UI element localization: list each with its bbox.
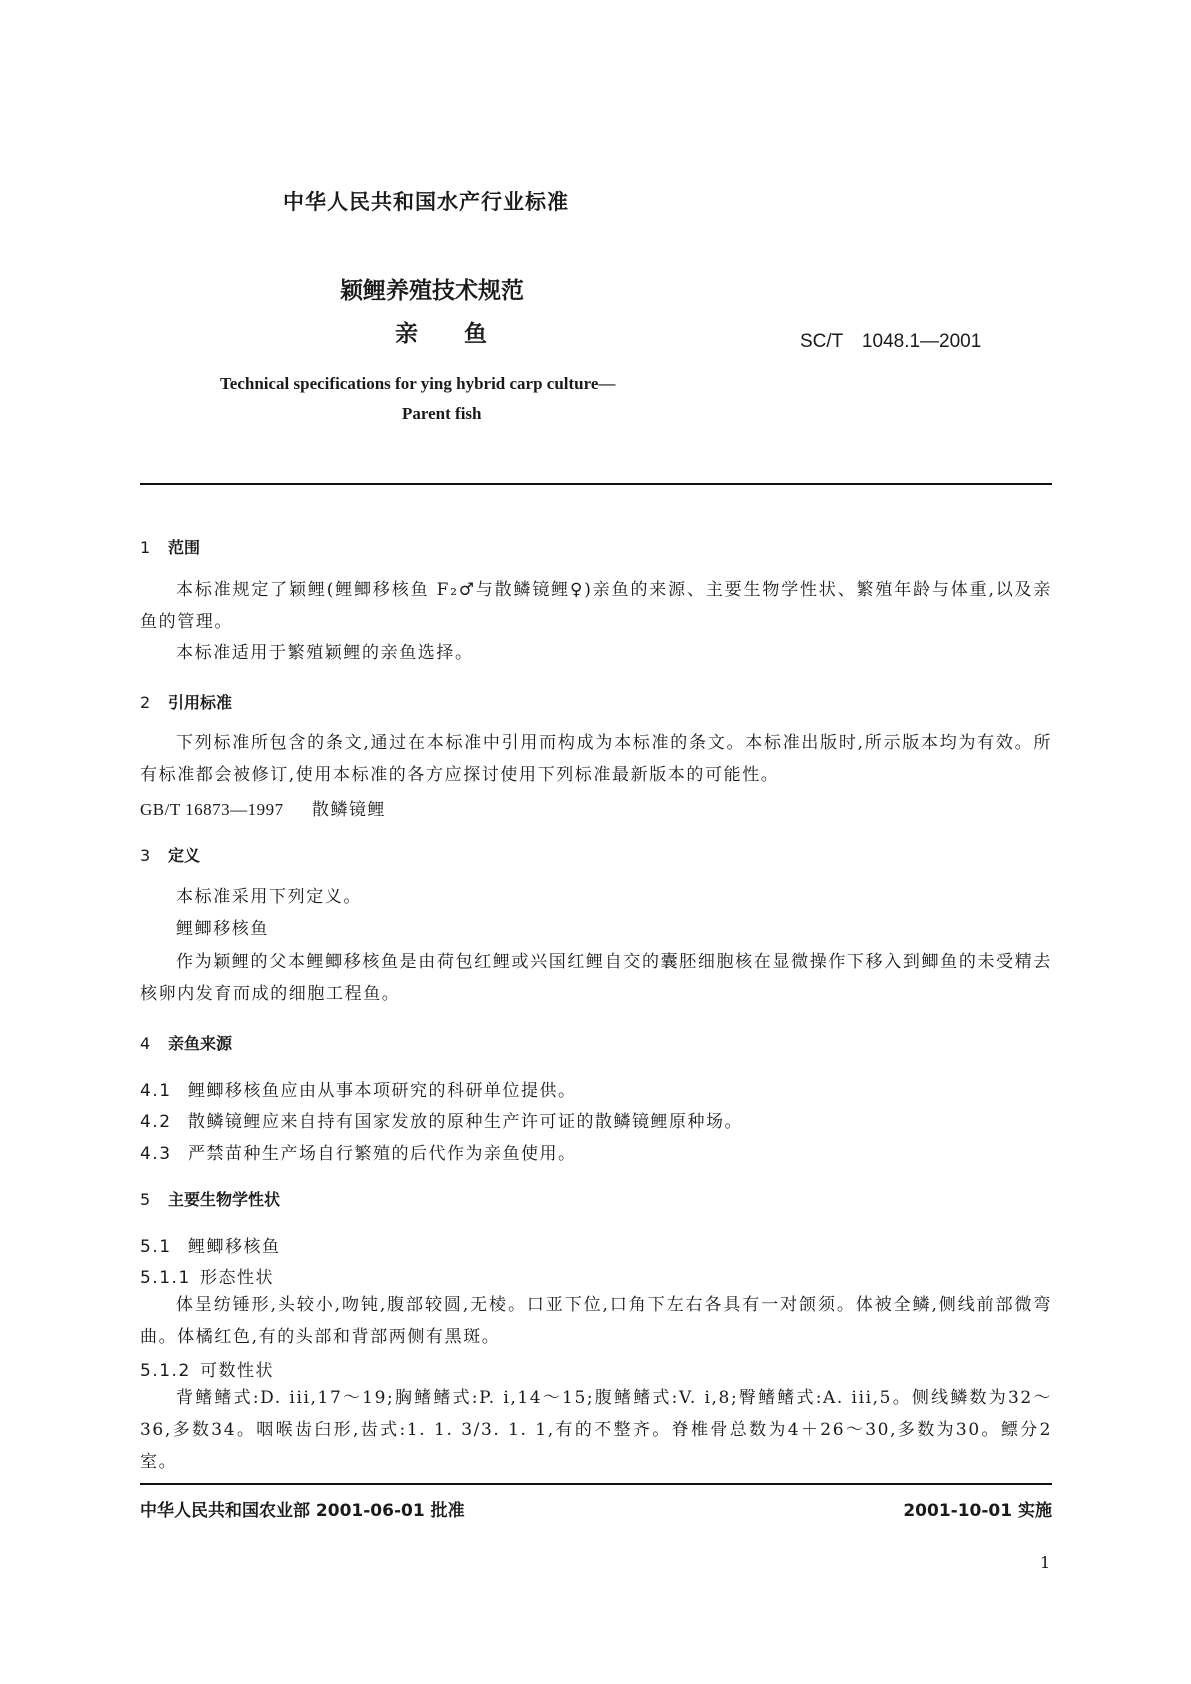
section-number: 2 (140, 693, 151, 712)
clause-number: 4.2 (140, 1112, 172, 1132)
section-title: 主要生物学性状 (168, 1190, 281, 1209)
standard-header: 中华人民共和国水产行业标准 (283, 190, 569, 214)
approval-date: 中华人民共和国农业部 2001-06-01 批准 (140, 1501, 465, 1521)
clause-number: 4.1 (140, 1081, 172, 1101)
clause-title: 鲤鲫移核鱼 (188, 1237, 281, 1257)
doc-title: 颖鲤养殖技术规范 (340, 278, 524, 304)
section-1-heading (140, 535, 200, 558)
clause-4-1 (140, 1076, 577, 1101)
section-5-heading (140, 1187, 280, 1210)
section-title: 定义 (168, 846, 201, 865)
footer-rule (140, 1483, 1052, 1485)
doc-subtitle: 亲 鱼 (395, 321, 487, 347)
clause-text: 鲤鲫移核鱼应由从事本项研究的科研单位提供。 (188, 1081, 577, 1101)
clause-4-3 (140, 1139, 577, 1164)
section-number: 4 (140, 1034, 151, 1053)
clause-number: 5.1.1 (140, 1268, 191, 1288)
clause-text: 严禁苗种生产场自行繁殖的后代作为亲鱼使用。 (188, 1144, 577, 1164)
reference-entry (140, 795, 386, 820)
standard-code: SC/T 1048.1—2001 (800, 331, 982, 352)
clause-5-1-1 (140, 1263, 274, 1288)
clause-title: 形态性状 (200, 1268, 274, 1288)
clause-5-1 (140, 1232, 281, 1257)
section-number: 3 (140, 846, 151, 865)
paragraph: 本标准规定了颖鲤(鲤鲫移核鱼 F₂♂与散鳞镜鲤♀)亲鱼的来源、主要生物学性状、繁殖年龄与体重,以及亲鱼的管理。 (140, 580, 1052, 632)
paragraph: 本标准采用下列定义。 (176, 887, 362, 907)
section-4-heading (140, 1031, 232, 1054)
clause-title: 可数性状 (200, 1361, 274, 1381)
english-title: Technical specifications for ying hybrid carp culture— (220, 374, 616, 393)
section-number: 1 (140, 538, 151, 557)
clause-text: 散鳞镜鲤应来自持有国家发放的原种生产许可证的散鳞镜鲤原种场。 (188, 1112, 743, 1132)
clause-number: 4.3 (140, 1144, 172, 1164)
english-subtitle: Parent fish (402, 404, 482, 423)
clause-5-1-2 (140, 1356, 274, 1381)
section-title: 范围 (168, 538, 201, 557)
section-title: 引用标准 (168, 693, 233, 712)
clause-4-2 (140, 1107, 743, 1132)
reference-title: 散鳞镜鲤 (312, 800, 386, 820)
paragraph: 下列标准所包含的条文,通过在本标准中引用而构成为本标准的条文。本标准出版时,所示版本均为有效。所有标准都会被修订,使用本标准的各方应探讨使用下列标准最新版本的可能性。 (140, 733, 1052, 785)
clause-number: 5.1 (140, 1237, 172, 1257)
section-title: 亲鱼来源 (168, 1034, 233, 1053)
defined-term: 鲤鲫移核鱼 (176, 919, 269, 939)
paragraph: 背鳍鳍式:D. iii,17～19;胸鳍鳍式:P. i,14～15;腹鳍鳍式:V. i,8;臀鳍鳍式:A. iii,5。侧线鳞数为32～36,多数34。咽喉齿臼形,齿式:1. 1. 3/3. 1. 1,有的不整齐。脊椎骨总数为4＋26～30,多数为30。鳔分2室。 (140, 1388, 1052, 1472)
section-number: 5 (140, 1190, 151, 1209)
paragraph: 作为颖鲤的父本鲤鲫移核鱼是由荷包红鲤或兴国红鲤自交的囊胚细胞核在显微操作下移入到鲫鱼的未受精去核卵内发育而成的细胞工程鱼。 (140, 952, 1052, 1004)
effective-date: 2001-10-01 实施 (903, 1501, 1052, 1521)
paragraph: 本标准适用于繁殖颖鲤的亲鱼选择。 (176, 643, 474, 663)
page-number: 1 (1040, 1553, 1051, 1572)
clause-number: 5.1.2 (140, 1361, 191, 1381)
section-3-heading (140, 843, 200, 866)
paragraph: 体呈纺锤形,头较小,吻钝,腹部较圆,无棱。口亚下位,口角下左右各具有一对颌须。体被全鳞,侧线前部微弯曲。体橘红色,有的头部和背部两侧有黑斑。 (140, 1295, 1052, 1347)
header-rule (140, 483, 1052, 485)
reference-code: GB/T 16873—1997 (140, 800, 284, 819)
section-2-heading (140, 690, 232, 713)
